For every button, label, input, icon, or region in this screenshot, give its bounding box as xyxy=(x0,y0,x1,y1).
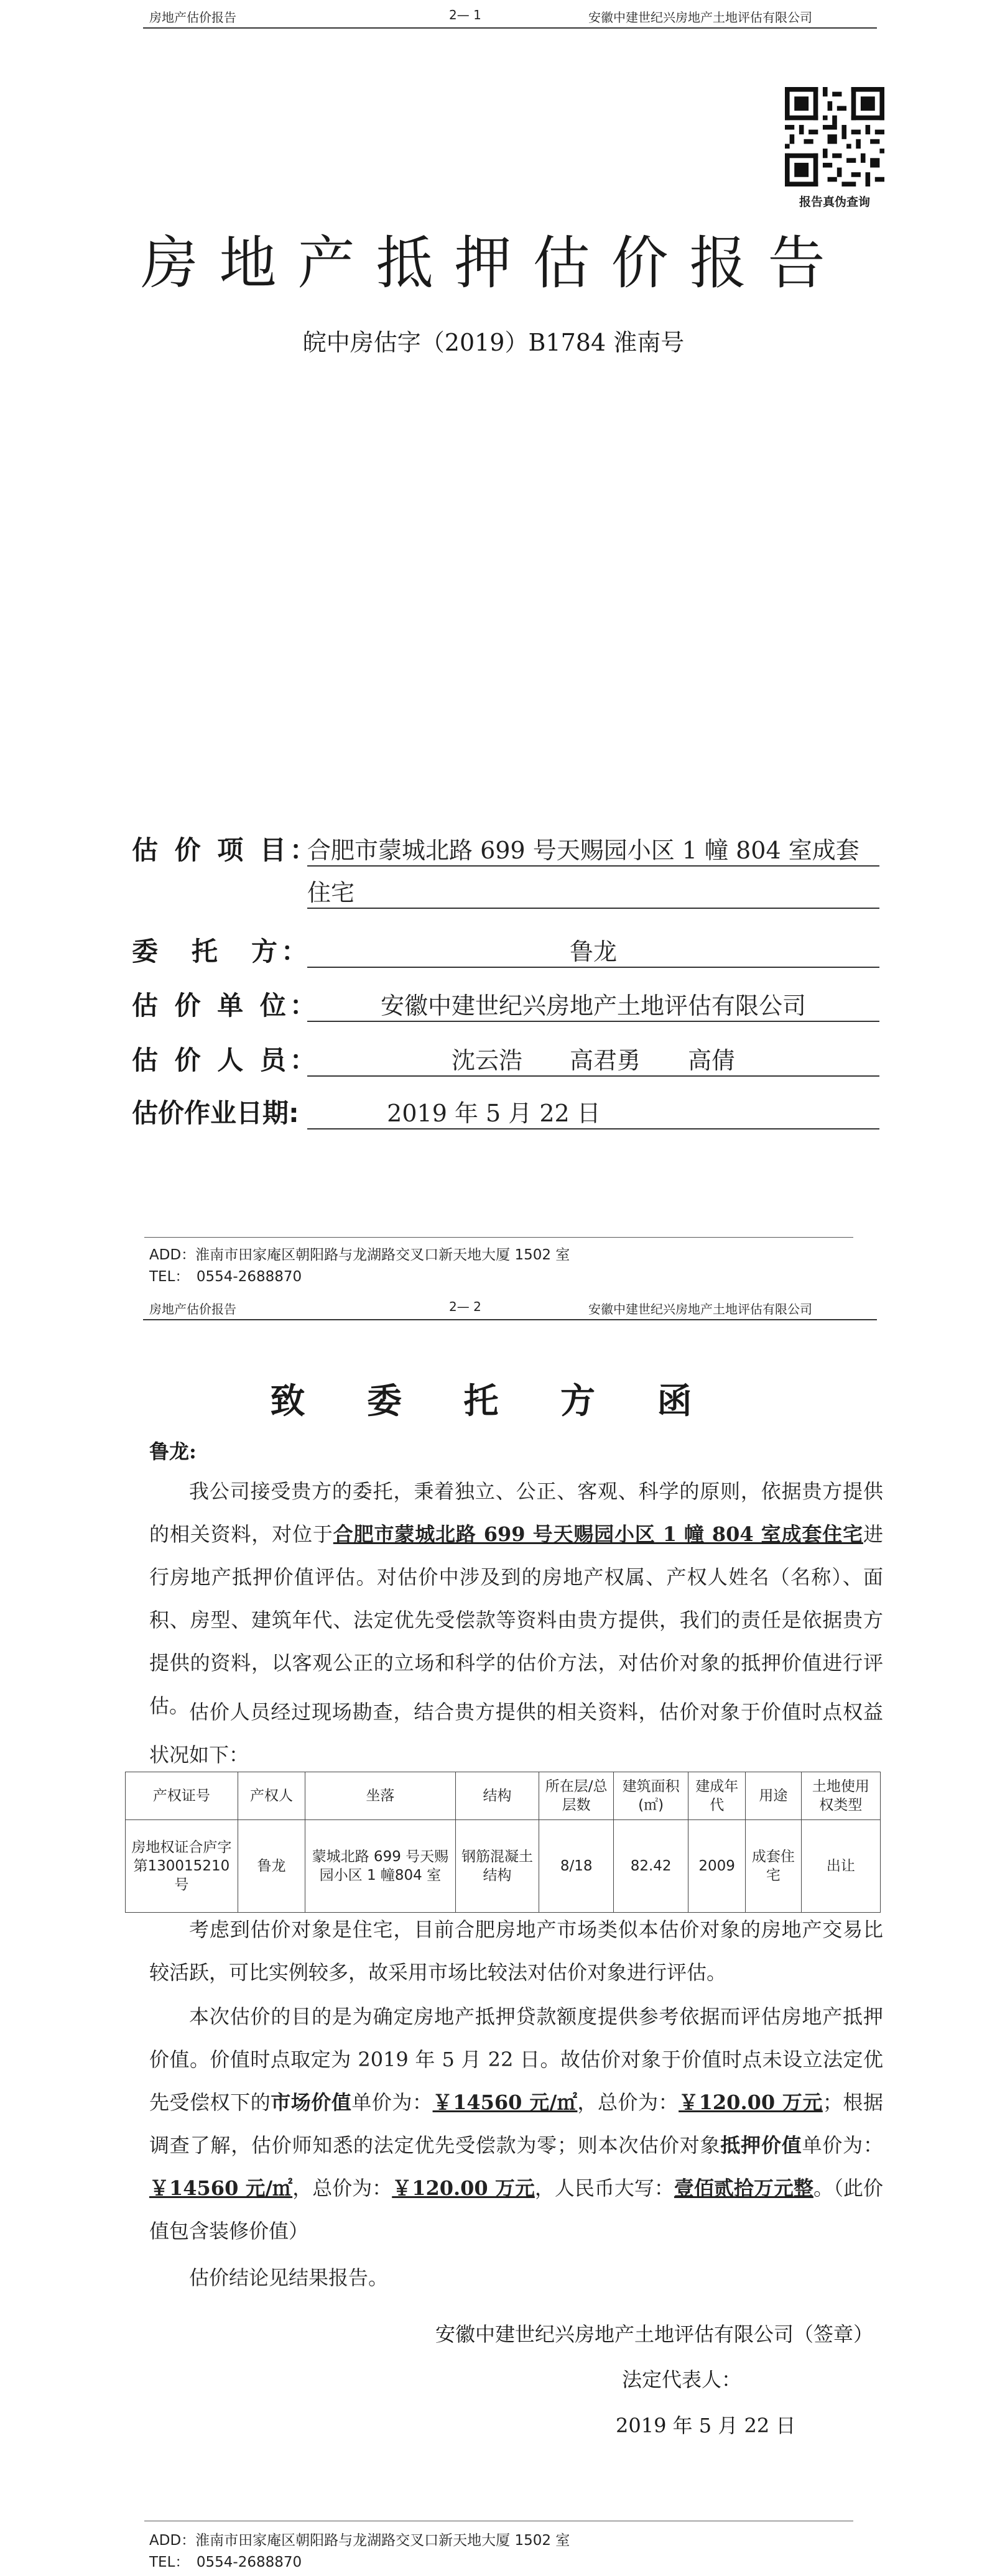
ownership-table xyxy=(125,1772,881,1913)
letter-title: 致 委 托 方 函 xyxy=(270,1381,717,1422)
page1-footer-rule xyxy=(144,1237,853,1238)
table-header-cell: 结构 xyxy=(455,1772,539,1820)
legal-representative: 法定代表人： xyxy=(622,2368,742,2391)
table-row xyxy=(126,1820,881,1913)
project-label: 估 价 项 目： xyxy=(132,835,320,865)
qr-caption: 报告真伪查询 xyxy=(799,195,870,209)
page2-header-page: 2— 2 xyxy=(449,1299,481,1314)
table-header-cell: 土地使用权类型 xyxy=(801,1772,880,1820)
unit-value: 安徽中建世纪兴房地产土地评估有限公司 xyxy=(380,992,806,1019)
page2-header-rule xyxy=(143,1319,877,1320)
date-underline xyxy=(307,1128,879,1129)
client-label: 委 托 方： xyxy=(132,936,312,967)
qr-code-icon xyxy=(785,87,884,186)
table-header-cell: 坐落 xyxy=(305,1772,455,1820)
table-cell: 鲁龙 xyxy=(238,1820,305,1913)
table-header-cell: 产权证号 xyxy=(126,1772,238,1820)
table-header-cell: 产权人 xyxy=(238,1772,305,1820)
market-total-price: ￥120.00 万元 xyxy=(679,2091,823,2114)
table-header-cell: 用途 xyxy=(746,1772,802,1820)
table-header-row xyxy=(126,1772,881,1820)
table-cell: 82.42 xyxy=(613,1820,688,1913)
table-cell: 8/18 xyxy=(539,1820,614,1913)
table-cell: 成套住宅 xyxy=(746,1820,802,1913)
staff-value: 沈云浩 高君勇 高倩 xyxy=(451,1047,735,1074)
date-value: 2019 年 5 月 22 日 xyxy=(387,1100,601,1127)
table-cell: 钢筋混凝土结构 xyxy=(455,1820,539,1913)
page1-footer-address: ADD：淮南市田家庵区朝阳路与龙湖路交叉口新天地大厦 1502 室 xyxy=(149,1247,570,1263)
table-header-cell: 所在层/总层数 xyxy=(539,1772,614,1820)
page2-header-right: 安徽中建世纪兴房地产土地评估有限公司 xyxy=(588,1302,812,1317)
staff-label: 估 价 人 员： xyxy=(132,1045,320,1075)
mortgage-value-term: 抵押价值 xyxy=(720,2133,802,2157)
mortgage-unit-price: ￥14560 元/㎡ xyxy=(149,2176,293,2200)
date-label: 估价作业日期: xyxy=(132,1098,299,1128)
signature-date: 2019 年 5 月 22 日 xyxy=(616,2414,796,2437)
market-unit-price: ￥14560 元/㎡ xyxy=(432,2091,578,2114)
staff-underline xyxy=(307,1075,879,1077)
property-address: 合肥市蒙城北路 699 号天赐园小区 1 幢 804 室成套住宅 xyxy=(333,1522,863,1546)
unit-underline xyxy=(307,1021,879,1022)
report-title: 房地产抵押估价报告 xyxy=(141,230,846,297)
letter-paragraph-2: 估价人员经过现场勘查，结合贵方提供的相关资料，估价对象于价值时点权益状况如下： xyxy=(149,1700,883,1767)
page1-header-right: 安徽中建世纪兴房地产土地评估有限公司 xyxy=(588,10,812,25)
market-value-term: 市场价值 xyxy=(271,2091,352,2114)
table-cell: 出让 xyxy=(801,1820,880,1913)
letter-paragraph-5: 估价结论见结果报告。 xyxy=(189,2266,389,2289)
page2-footer-tel: TEL： 0554-2688870 xyxy=(149,2554,302,2570)
table-header-cell: 建成年代 xyxy=(688,1772,746,1820)
project-value-line1: 合肥市蒙城北路 699 号天赐园小区 1 幢 804 室成套 xyxy=(307,837,860,864)
page1-header-page: 2— 1 xyxy=(449,7,481,22)
table-cell: 蒙城北路 699 号天赐园小区 1 幢804 室 xyxy=(305,1820,455,1913)
project-value-line2: 住宅 xyxy=(307,879,355,906)
page1-header-left: 房地产估价报告 xyxy=(149,10,236,25)
table-cell: 2009 xyxy=(688,1820,746,1913)
page2-footer-address: ADD：淮南市田家庵区朝阳路与龙湖路交叉口新天地大厦 1502 室 xyxy=(149,2532,570,2549)
report-code: 皖中房估字（2019）B1784 淮南号 xyxy=(302,329,685,356)
salutation: 鲁龙: xyxy=(149,1440,197,1463)
signature-company: 安徽中建世纪兴房地产土地评估有限公司（签章） xyxy=(435,2322,874,2346)
letter-paragraph-4: 本次估价的目的是为确定房地产抵押贷款额度提供参考依据而评估房地产抵押价值。价值时点取定为 2019 年 5 月 22 日。故估价对象于价值时点未设立法定优先受偿权下的市场价值单价为：￥14560 元/㎡，总价为：￥120.00 万元；根据调查了解，估价师知悉的法定优先受偿款为零；则本次估价对象抵押价值单价为：￥14560 元/㎡，总价为：￥120.00 万元，人民币大写：壹佰贰拾万元整。（此价值包含装修价值） xyxy=(149,2005,883,2243)
page2-header-left: 房地产估价报告 xyxy=(149,1302,236,1317)
client-value: 鲁龙 xyxy=(569,938,617,965)
unit-label: 估 价 单 位： xyxy=(132,990,320,1021)
client-underline xyxy=(307,967,879,968)
page1-header-rule xyxy=(143,27,877,29)
page1-footer-tel: TEL： 0554-2688870 xyxy=(149,1269,302,1285)
mortgage-total-price: ￥120.00 万元 xyxy=(392,2176,535,2200)
letter-paragraph-1: 我公司接受贵方的委托，秉着独立、公正、客观、科学的原则，依据贵方提供的相关资料，对位于合肥市蒙城北路 699 号天赐园小区 1 幢 804 室成套住宅进行房地产抵押价值评估。对估价中涉及到的房地产权属、产权人姓名（名称）、面积、房型、建筑年代、法定优先受偿款等资料由贵方提供，我们的责任是依据贵方提供的资料，以客观公正的立场和科学的估价方法，对估价对象的抵押价值进行评估。 xyxy=(149,1479,883,1718)
table-cell: 房地权证合庐字第130015210 号 xyxy=(126,1820,238,1913)
project-underline-1 xyxy=(307,865,879,867)
project-underline-2 xyxy=(307,908,879,909)
letter-paragraph-3: 考虑到估价对象是住宅，目前合肥房地产市场类似本估价对象的房地产交易比较活跃，可比实例较多，故采用市场比较法对估价对象进行评估。 xyxy=(149,1918,883,1984)
amount-in-words: 壹佰贰拾万元整 xyxy=(674,2176,813,2200)
table-header-cell: 建筑面积(㎡) xyxy=(613,1772,688,1820)
